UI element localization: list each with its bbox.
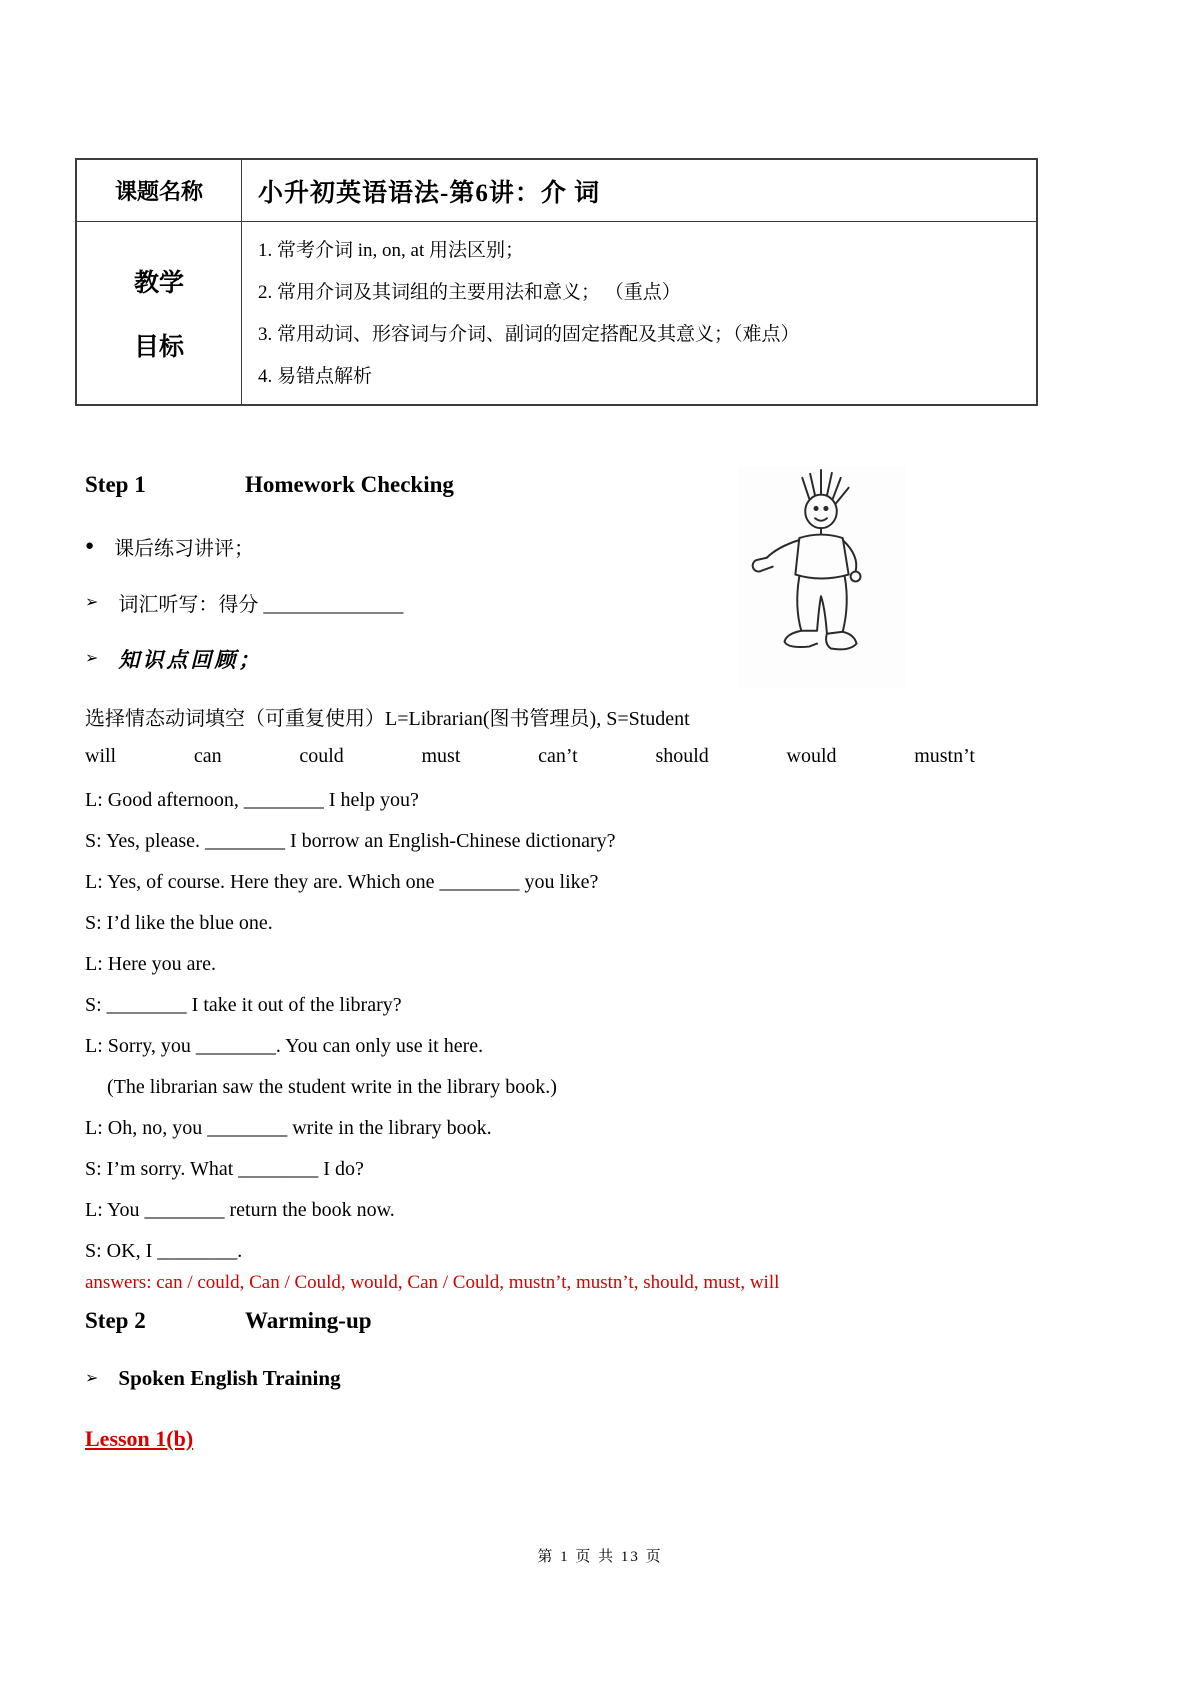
dialogue-line: S: I’m sorry. What ________ I do? <box>85 1158 364 1180</box>
dialogue-line: (The librarian saw the student write in the library book.) <box>107 1076 557 1098</box>
arrow-bullet-icon: ➢ <box>85 650 99 667</box>
teaching-goal-item: 3. 常用动词、形容词与介词、副词的固定搭配及其意义；（难点） <box>258 324 800 345</box>
teaching-goal-item: 4. 易错点解析 <box>258 366 373 387</box>
answers-line: answers: can / could, Can / Could, would, Can / Could, mustn’t, mustn’t, should, must, will <box>85 1272 780 1293</box>
modal-verb: can’t <box>538 745 578 767</box>
page-number-footer: 第 1 页 共 13 页 <box>537 1549 663 1565</box>
teaching-goals-label-line2: 目标 <box>133 334 184 361</box>
modal-verb: would <box>786 745 837 767</box>
teaching-goal-item: 2. 常用介词及其词组的主要用法和意义； （重点） <box>258 282 681 303</box>
dialogue-line: L: Here you are. <box>85 953 217 975</box>
header-table-row-title <box>77 160 1036 222</box>
teaching-goals-list <box>242 222 1036 404</box>
dialogue-line: S: OK, I ________. <box>85 1240 243 1262</box>
cartoon-figure-image <box>738 466 906 688</box>
dialogue-line: S: ________ I take it out of the library? <box>85 994 402 1016</box>
step2-heading <box>85 1308 372 1334</box>
modal-verb: can <box>193 745 222 767</box>
dialogue-line: L: Good afternoon, ________ I help you? <box>85 789 419 811</box>
step1-title: Homework Checking <box>245 472 454 497</box>
modal-verb: mustn’t <box>914 745 975 767</box>
step1-label: Step 1 <box>85 472 146 497</box>
step1-heading <box>85 472 454 498</box>
modal-verb: could <box>299 745 344 767</box>
dialogue-line: L: Sorry, you ________. You can only use it here. <box>85 1035 484 1057</box>
teaching-goals-label-line1: 教学 <box>133 270 184 297</box>
knowledge-review-text: 知识点回顾； <box>118 648 263 672</box>
spoken-english-bullet <box>85 1366 341 1391</box>
teaching-goals-label <box>77 222 242 404</box>
arrow-bullet-icon: ➢ <box>85 593 99 611</box>
lesson-title: Lesson 1(b) <box>85 1426 194 1451</box>
dialogue-line: S: I’d like the blue one. <box>85 912 273 934</box>
course-title-label: 课题名称 <box>77 160 242 221</box>
header-table <box>75 158 1038 406</box>
dialogue-line: L: Yes, of course. Here they are. Which one ________ you like? <box>85 871 599 893</box>
dialogue-exercise <box>85 780 1045 1272</box>
course-title-value: 小升初英语语法-第6讲：介 词 <box>258 179 601 207</box>
knowledge-review-bullet <box>85 644 262 674</box>
vocab-dictation-text: 词汇听写：得分 ______________ <box>118 594 404 616</box>
arrow-bullet-icon: ➢ <box>85 1369 99 1387</box>
dialogue-line: S: Yes, please. ________ I borrow an English-Chinese dictionary? <box>85 830 616 852</box>
vocab-dictation-bullet <box>85 588 403 617</box>
exercise-instructions: 选择情态动词填空（可重复使用）L=Librarian(图书管理员), S=Student <box>85 708 690 730</box>
step2-label: Step 2 <box>85 1308 146 1333</box>
dialogue-line: L: Oh, no, you ________ write in the library book. <box>85 1117 492 1139</box>
step2-title: Warming-up <box>245 1308 372 1333</box>
modal-verb: should <box>655 745 709 767</box>
modal-verb: will <box>85 745 117 767</box>
modal-verb: must <box>421 745 461 767</box>
spoken-english-text: Spoken English Training <box>118 1366 341 1390</box>
teaching-goal-item: 1. 常考介词 in, on, at 用法区别； <box>258 240 524 261</box>
dot-bullet-icon: ● <box>85 538 95 554</box>
cartoon-figure-drawing <box>738 466 906 688</box>
modal-verb-word-bank <box>85 745 975 768</box>
header-table-row-goals <box>77 222 1036 404</box>
homework-review-text: 课后练习讲评； <box>114 538 255 560</box>
homework-review-bullet <box>85 532 254 561</box>
dialogue-line: L: You ________ return the book now. <box>85 1199 395 1221</box>
